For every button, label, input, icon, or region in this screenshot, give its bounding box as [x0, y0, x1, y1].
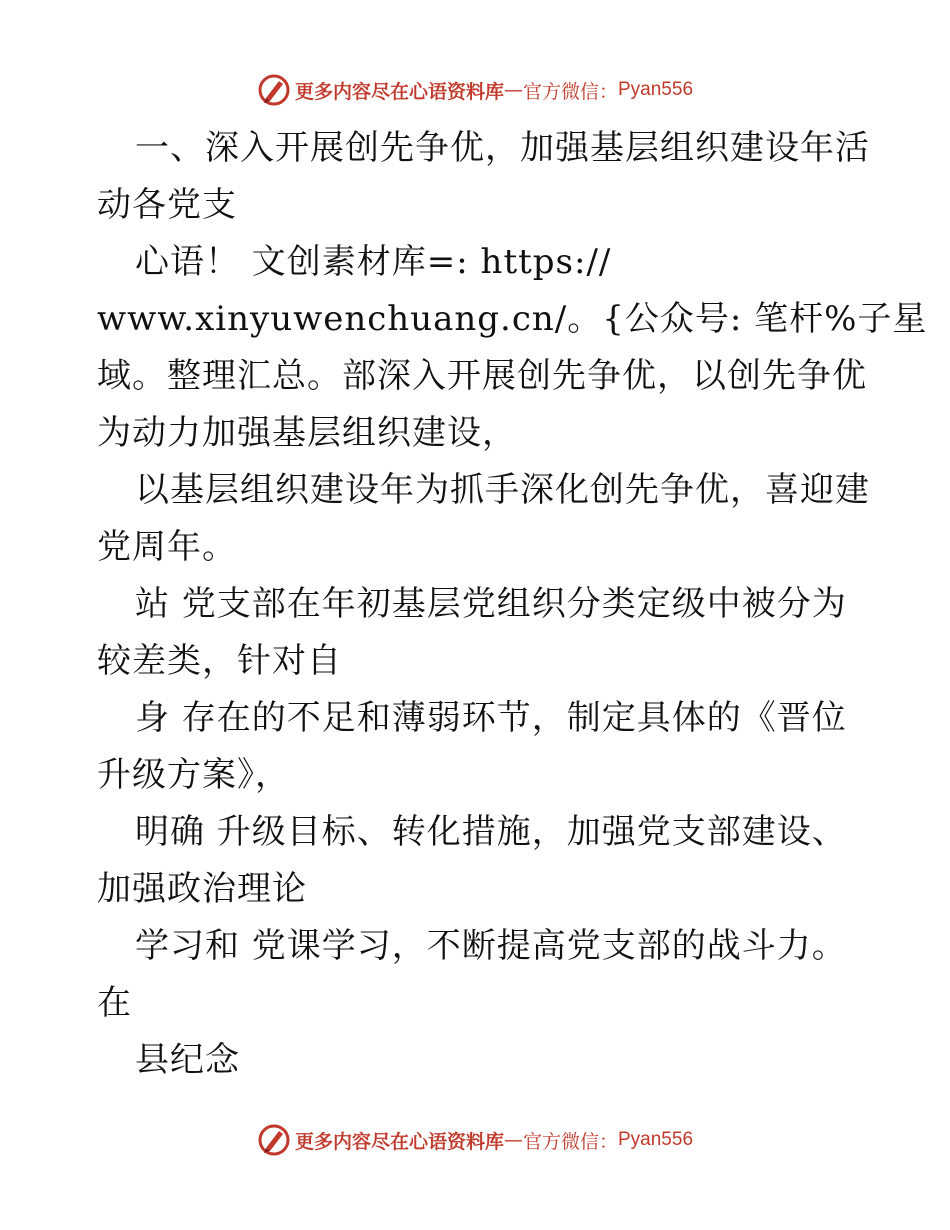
pen-logo-icon: [257, 1123, 291, 1157]
banner-wechat-label: 官方微信：: [522, 80, 618, 103]
pen-logo-icon: [257, 73, 291, 107]
footer-banner: [0, 1120, 950, 1160]
text-line: 域。整理汇总。部深入开展创先争优，以创先争优: [97, 356, 867, 396]
banner-wechat-label: 官方微信：: [522, 1130, 618, 1153]
banner-separator: —: [503, 79, 523, 101]
text-line: 加强政治理论: [97, 869, 307, 909]
document-body: [97, 120, 928, 1089]
header-banner: [0, 70, 950, 110]
text-line: 动各党支: [97, 185, 237, 225]
banner-wechat-id: Pyan556: [618, 1129, 694, 1150]
text-line: 学习和 党课学习，不断提高党支部的战斗力。: [135, 926, 847, 966]
text-line: 较差类，针对自: [97, 641, 342, 681]
text-line: 心语！ 文创素材库=: https://: [135, 242, 612, 282]
text-line: 身 存在的不足和薄弱环节，制定具体的《晋位: [135, 698, 847, 738]
text-line: 为动力加强基层组织建设，: [97, 413, 517, 453]
banner-wechat-id: Pyan556: [618, 79, 694, 100]
text-line: 升级方案》，: [97, 755, 290, 795]
text-line: 站 党支部在年初基层党组织分类定级中被分为: [135, 584, 847, 624]
text-line: 明确 升级目标、转化措施，加强党支部建设、: [135, 812, 847, 852]
text-line: 一、深入开展创先争优，加强基层组织建设年活: [135, 128, 870, 168]
text-line: www.xinyuwenchuang.cn/。{公众号: 笔杆%子星: [97, 299, 928, 339]
text-line: 以基层组织建设年为抓手深化创先争优，喜迎建: [135, 470, 870, 510]
text-line: 县纪念: [135, 1040, 240, 1080]
text-line: 在: [97, 983, 132, 1023]
banner-separator: —: [503, 1129, 523, 1151]
banner-title: 更多内容尽在心语资料库: [294, 80, 504, 103]
text-line: 党周年。: [97, 527, 237, 567]
banner-title: 更多内容尽在心语资料库: [294, 1130, 504, 1153]
